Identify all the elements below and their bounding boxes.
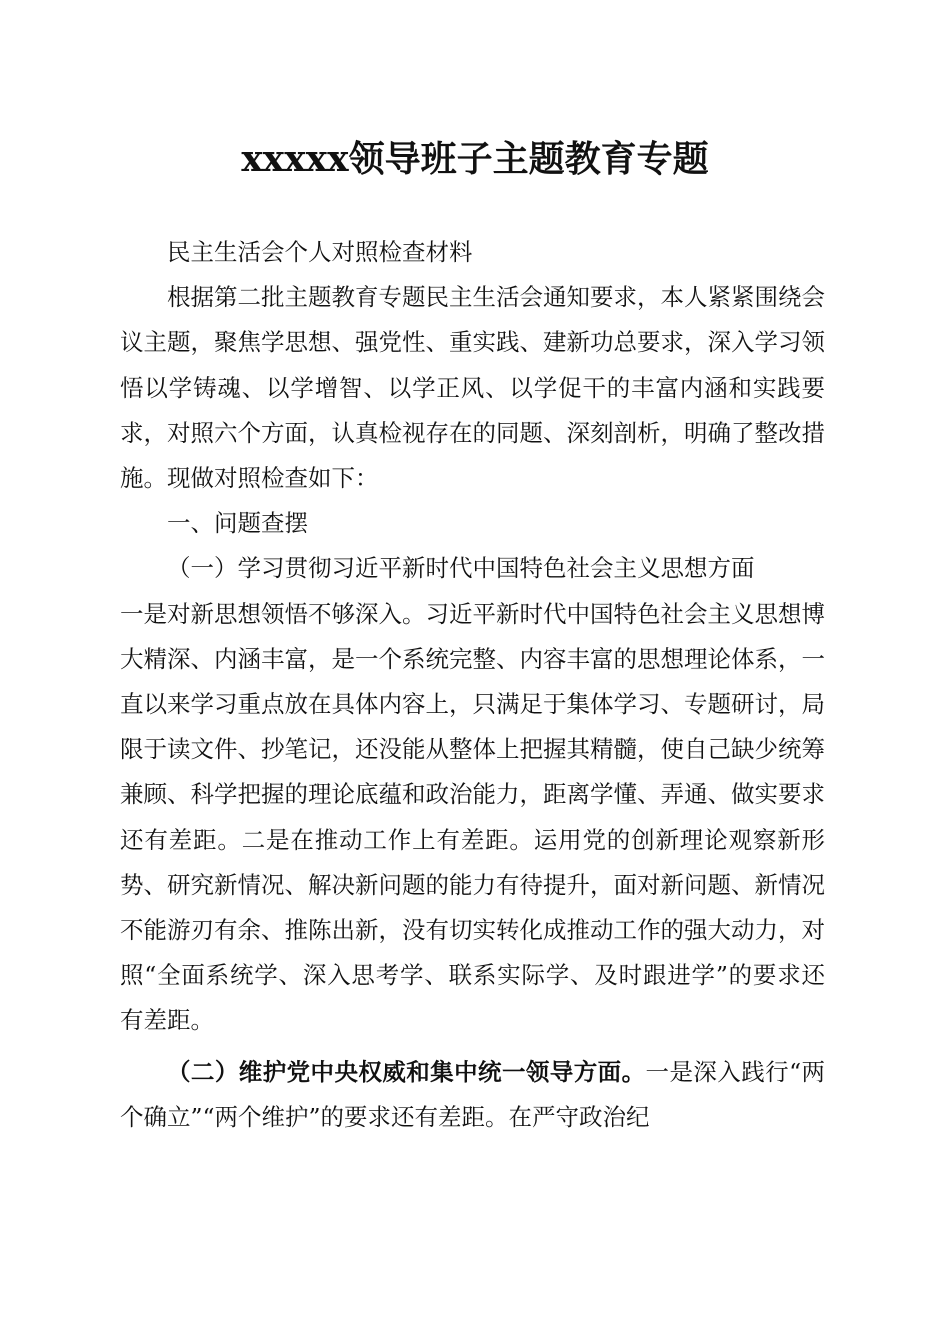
part2-body: 一是深入践行“两个确立”“两个维护”的要求还有差距。在严守政治纪: [120, 1057, 826, 1131]
document-subtitle: 民主生活会个人对照检查材料: [167, 238, 473, 266]
part2-paragraph: [120, 1050, 825, 1140]
document-title: xxxxx领导班子主题教育专题: [241, 138, 709, 180]
part1-paragraph: 一是对新思想领悟不够深入。习近平新时代中国特色社会主义思想博大精深、内涵丰富，是一个系统完整、内容丰富的思想理论体系，一直以来学习重点放在具体内容上，只满足于集体学习、专题研讨，局限于读文件、抄笔记，还没能从整体上把握其精髓，使自己缺少统筹兼顾、科学把握的理论底蕴和政治能力，距离学懂、弄通、做实要求还有差距。二是在推动工作上有差距。运用党的创新理论观察新形势、研究新情况、解决新问题的能力有待提升，面对新问题、新情况不能游刃有余、推陈出新，没有切实转化成推动工作的强大动力，对照“全面系统学、深入思考学、联系实际学、及时跟进学”的要求还有差距。: [120, 599, 825, 1035]
intro-paragraph: 根据第二批主题教育专题民主生活会通知要求，本人紧紧围绕会议主题，聚焦学思想、强党性、重实践、建新功总要求，深入学习领悟以学铸魂、以学增智、以学正风、以学促干的丰富内涵和实践要求，对照六个方面，认真检视存在的同题、深刻剖析，明确了整改措施。现做对照检查如下：: [120, 283, 825, 493]
section-heading-problems: 一、问题查摆: [167, 509, 308, 538]
part1-heading: （一）学习贯彻习近平新时代中国特色社会主义思想方面: [167, 554, 755, 583]
document-body: [120, 230, 825, 1140]
part2-heading: （二）维护党中央权威和集中统一领导方面。: [167, 1057, 646, 1086]
